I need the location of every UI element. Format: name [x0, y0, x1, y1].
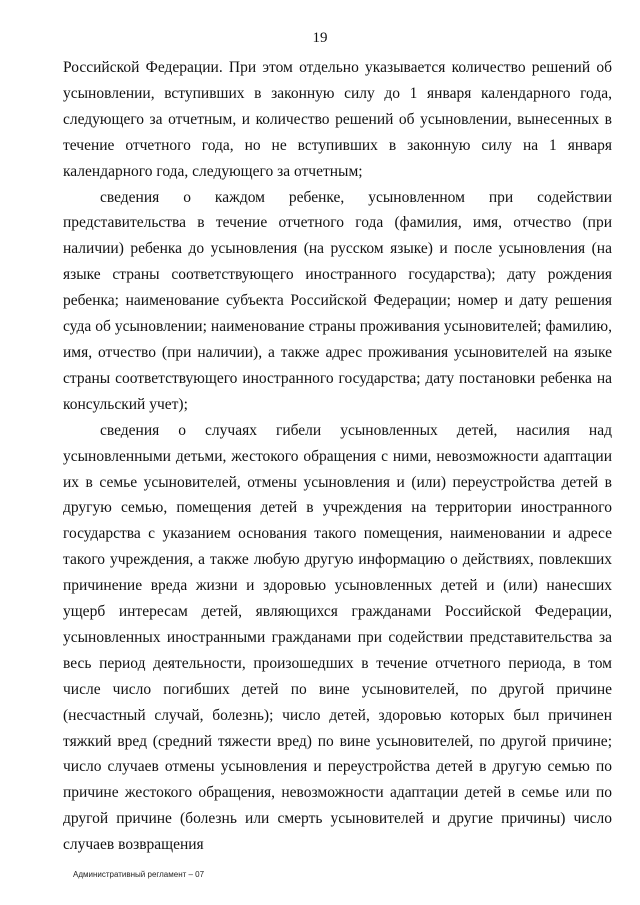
paragraph-child-info: сведения о каждом ребенке, усыновленном при содействии представительства в течение отчетного года (фамилия, имя, отчество (при наличии) ребенка до усыновления (на русском языке) и после усыновления (на языке страны соответствующего иностранного государства); дату рождения ребенка; наименование субъекта Российской Федерации; номер и дату решения суда об усыновлении; наименование страны проживания усыновителей; фамилию, имя, отчество (при наличии), а также адрес проживания усыновителей на языке страны соответствующего иностранного государства; дату постановки ребенка на консульский учет);	[63, 188, 612, 413]
paragraph-incident-info: сведения о случаях гибели усыновленных детей, насилия над усыновленными детьми, жестокого обращения с ними, невозможности адаптации их в семье усыновителей, отмены усыновления и (или) переустройства детей в другую семью, помещения детей в учреждения на территории иностранного государства с указанием основания такого помещения, наименовании и адресе такого учреждения, а также любую другую информацию о действиях, повлекших причинение вреда жизни и здоровью усыновленных детей и (или) нанесших ущерб интересам детей, являющихся гражданами Российской Федерации, усыновленных иностранными гражданами при содействии представительства за весь период деятельности, произошедших в течение отчетного периода, в том числе число погибших детей по вине усыновителей, по другой причине (несчастный случай, болезнь); число детей, здоровью которых был причинен тяжкий вред (средний тяжести вред) по вине усыновителей, по другой причине; число случаев отмены усыновления и переустройства детей в другую семью по причине жестокого обращения, невозможности адаптации детей в семье или по другой причине (болезнь или смерть усыновителей и другие причины) число случаев возвращения	[63, 421, 612, 854]
footer-document-label: Административный регламент – 07	[73, 870, 205, 879]
page-number: 19	[312, 30, 328, 46]
document-body	[63, 55, 612, 858]
paragraph-continuation: Российской Федерации. При этом отдельно указывается количество решений об усыновлении, вступивших в законную силу до 1 января календарного года, следующего за отчетным, и количество решений об усыновлении, вынесенных в течение отчетного года, но не вступивших в законную силу на 1 января календарного года, следующего за отчетным;	[63, 59, 612, 180]
